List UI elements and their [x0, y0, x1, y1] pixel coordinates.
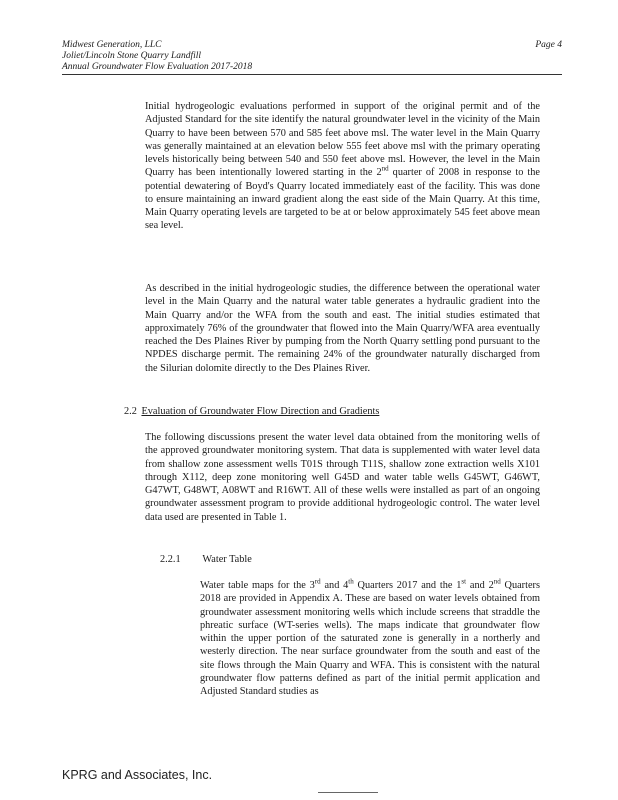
header-company: Midwest Generation, LLC: [62, 40, 162, 50]
paragraph-1-text: Initial hydrogeologic evaluations performed in support of the original permit and of the Adjusted Standard for the site identify the natural groundwater level in the vicinity of the Main Quarry to have been between 570 and 585 feet above msl. The water level in the Main Quarry was generally maintained at an elevation below 555 feet above msl with the primary operating levels historically being between 540 and 550 feet above msl. However, the level in the Main Quarry has been intentionally lowered starting in the 2nd quarter of 2008 in response to the potential dewatering of Boyd's Quarry located immediately east of the facility. This was done to ensure maintaining an inward gradient along the east side of the Main Quarry. At this time, Main Quarry operating levels are targeted to be at or below approximately 545 feet above mean sea level.: [145, 101, 540, 232]
paragraph-water-table-maps: [200, 579, 540, 698]
p4-sup-d: nd: [493, 577, 501, 586]
page-footer: KPRG and Associates, Inc.: [62, 768, 213, 782]
paragraph-monitoring-data: [145, 431, 540, 524]
header-report-title: Annual Groundwater Flow Evaluation 2017-2018: [62, 62, 253, 72]
section-title: Evaluation of Groundwater Flow Direction and Gradients: [141, 406, 380, 417]
subsection-title: Water Table: [202, 554, 252, 565]
p4-text-d: and 2: [466, 580, 494, 591]
p4-text-c: Quarters 2017 and the 1: [353, 580, 462, 591]
paragraph-hydraulic-gradient: [145, 282, 540, 375]
section-heading-2-2: [124, 405, 379, 418]
section-number: 2.2: [124, 406, 137, 417]
p4-sup-b: th: [348, 577, 354, 586]
p4-text-b: and 4: [320, 580, 349, 591]
header-site: Joliet/Lincoln Stone Quarry Landfill: [62, 51, 202, 61]
paragraph-2-text: As described in the initial hydrogeologic studies, the difference between the operational water level in the Main Quarry and the natural water table generates a hydraulic gradient into the Main Quarry and/or the WFA from the south and east. The initial studies estimated that approximately 76% of the groundwater that flowed into the Main Quarry/WFA area eventually reached the Des Plaines River by pumping from the North Quarry settling pond pursuant to the NPDES discharge permit. The remaining 24% of the groundwater naturally discharged from the Silurian dolomite directly to the Des Plaines River.: [145, 283, 540, 374]
bottom-mark: [318, 792, 378, 793]
subsection-number: 2.2.1: [160, 554, 181, 565]
p4-text-a: Water table maps for the 3: [200, 580, 315, 591]
paragraph-3-text: The following discussions present the water level data obtained from the monitoring wells of the approved groundwater monitoring system. That data is supplemented with water level data from shallow zone assessment wells T01S through T11S, shallow zone extraction wells X101 through X112, deep zone monitoring well G45D and water table wells G45WT, G46WT, G47WT, G48WT, A08WT and R16WT. All of these wells were installed as part of an ongoing groundwater assessment program to provide additional hydrogeologic control. The water level data used are presented in Table 1.: [145, 432, 540, 523]
section-heading-2-2-1: [160, 553, 252, 566]
page-number: Page 4: [535, 40, 562, 50]
paragraph-water-levels: [145, 100, 540, 233]
header-divider: [62, 74, 562, 75]
p4-sup-c: st: [461, 577, 467, 586]
page-header: [62, 40, 562, 73]
p4-text-e: Quarters 2018 are provided in Appendix A. These are based on water levels obtained from groundwater assessment monitoring wells which include screens that straddle the phreatic surface (WT-series wells). The maps indicate that groundwater flow within the upper portion of the saturated zone is generally in a northerly and westerly direction. The near surface groundwater from the south and east of the site flows through the Main Quarry and WFA. This is consistent with the natural groundwater flow patterns defined as part of the initial permit application and Adjusted Standard studies as: [200, 580, 540, 697]
p4-sup-a: rd: [314, 577, 321, 586]
